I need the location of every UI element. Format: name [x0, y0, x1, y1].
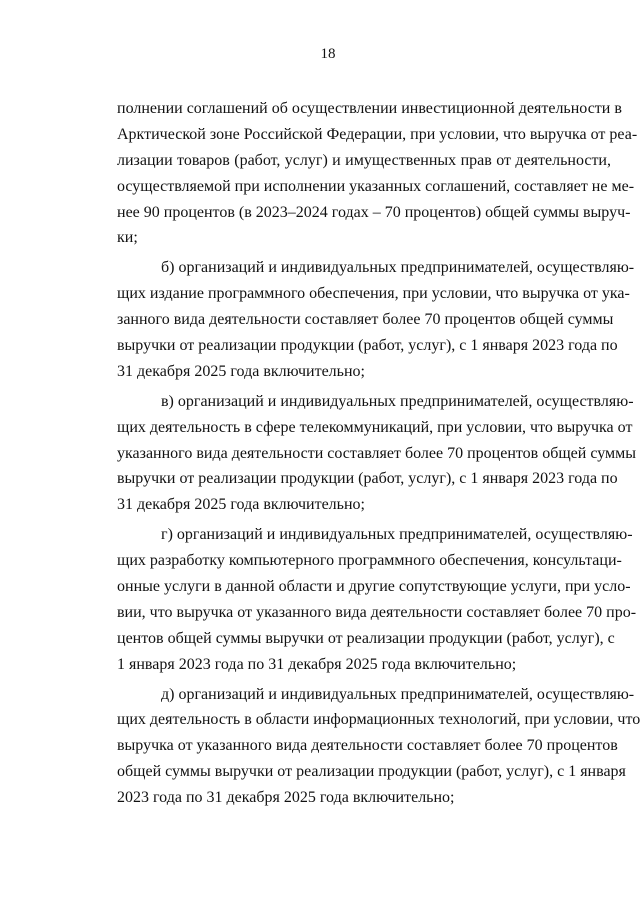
text-line: 2023 года по 31 декабря 2025 года включительно;	[117, 789, 455, 807]
page-number: 18	[320, 46, 336, 62]
text-line: ки;	[117, 229, 138, 247]
paragraph-item-v	[117, 389, 637, 518]
text-line: полнении соглашений об осуществлении инвестиционной деятельности в	[117, 100, 622, 117]
text-line: 1 января 2023 года по 31 декабря 2025 года включительно;	[117, 655, 517, 673]
text-line: нее 90 процентов (в 2023–2024 годах – 70 процентов) общей суммы выруч-	[117, 203, 631, 221]
document-body	[117, 96, 640, 811]
text-line: выручки от реализации продукции (работ, услуг), с 1 января 2023 года по	[117, 337, 618, 355]
text-line: занного вида деятельности составляет более 70 процентов общей суммы	[117, 311, 614, 329]
text-line: в) организаций и индивидуальных предпринимателей, осуществляю-	[161, 392, 634, 410]
text-line: общей суммы выручки от реализации продукции (работ, услуг), с 1 января	[117, 763, 626, 781]
paragraph-item-g	[117, 522, 637, 677]
text-line: 31 декабря 2025 года включительно;	[117, 362, 365, 380]
text-line: онные услуги в данной области и другие сопутствующие услуги, при усло-	[117, 578, 631, 596]
paragraph-continuation	[117, 96, 638, 251]
text-line: г) организаций и индивидуальных предпринимателей, осуществляю-	[161, 526, 633, 544]
text-line: щих разработку компьютерного программного обеспечения, консультаци-	[117, 552, 622, 570]
text-line: щих деятельность в области информационных технологий, при условии, что	[117, 711, 640, 729]
paragraph-item-b	[117, 255, 635, 384]
text-line: центов общей суммы выручки от реализации продукции (работ, услуг), с	[117, 629, 615, 647]
text-line: щих издание программного обеспечения, при условии, что выручка от ука-	[117, 285, 630, 303]
text-line: осуществляемой при исполнении указанных соглашений, составляет не ме-	[117, 177, 635, 195]
text-line: указанного вида деятельности составляет более 70 процентов общей суммы	[117, 444, 637, 462]
paragraph-item-d	[117, 682, 640, 811]
text-line: Арктической зоне Российской Федерации, при условии, что выручка от реа-	[117, 125, 638, 143]
text-line: 31 декабря 2025 года включительно;	[117, 496, 365, 514]
text-line: д) организаций и индивидуальных предпринимателей, осуществляю-	[161, 685, 635, 703]
text-line: выручка от указанного вида деятельности составляет более 70 процентов	[117, 737, 618, 755]
text-line: б) организаций и индивидуальных предпринимателей, осуществляю-	[161, 259, 635, 277]
text-line: щих деятельность в сфере телекоммуникаций, при условии, что выручка от	[117, 418, 633, 436]
text-line: выручки от реализации продукции (работ, услуг), с 1 января 2023 года по	[117, 470, 618, 488]
text-line: вии, что выручка от указанного вида деятельности составляет более 70 про-	[117, 603, 637, 621]
text-line: лизации товаров (работ, услуг) и имущественных прав от деятельности,	[117, 151, 611, 169]
